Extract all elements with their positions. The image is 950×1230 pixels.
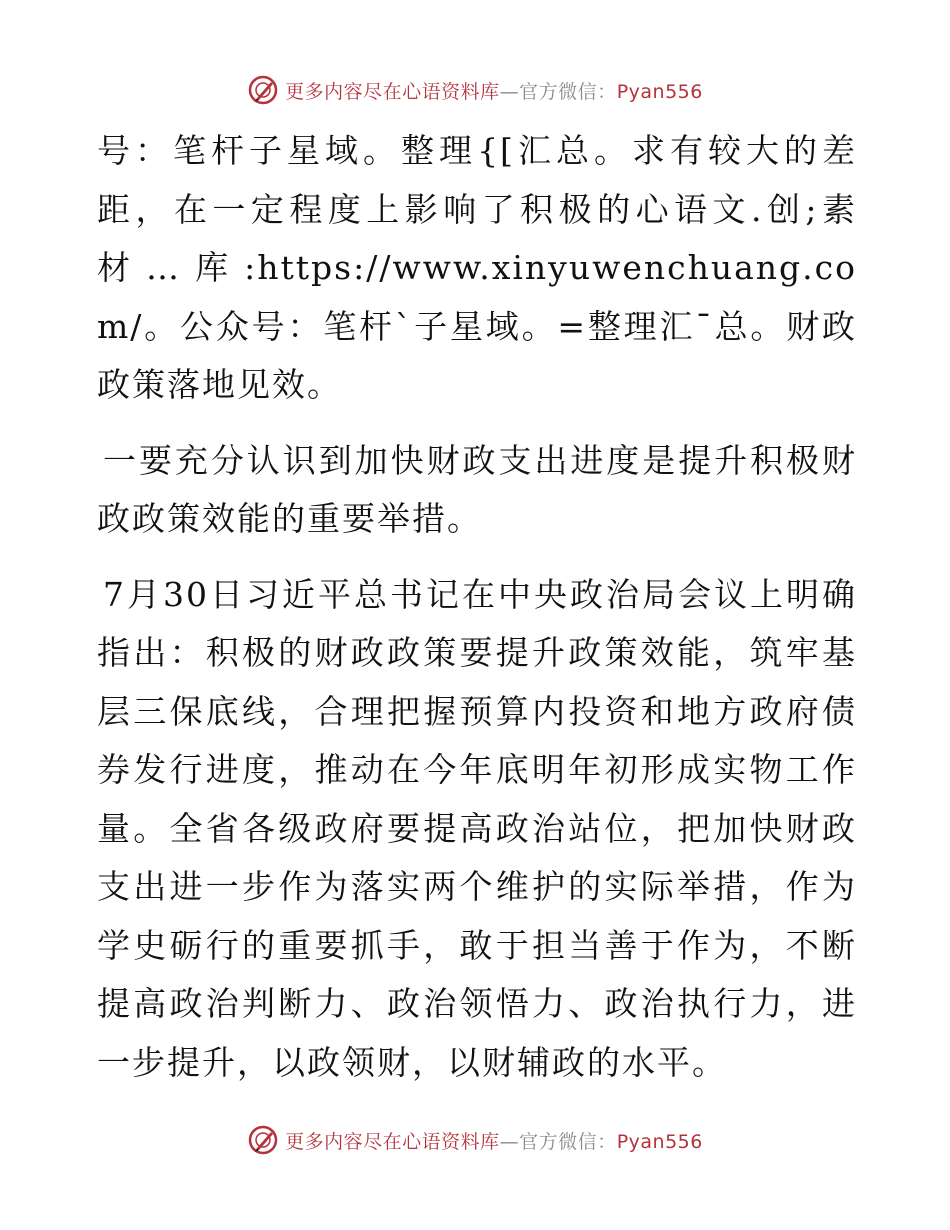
paragraph-1: 号：笔杆子星域。整理{[汇总。求有较大的差距，在一定程度上影响了积极的心语文.创;素材…库:https://www.xinyuwenchuang.com/。公众号：笔杆`子星域。=整理汇¯总。财政政策落地见效。 (97, 131, 857, 404)
paragraph-3: 7月30日习近平总书记在中央政治局会议上明确指出：积极的财政政策要提升政策效能，筑牢基层三保底线，合理把握预算内投资和地方政府债券发行进度，推动在今年底明年初形成实物工作量。全省各级政府要提高政治站位，把加快财政支出进一步作为落实两个维护的实际举措，作为学史砺行的重要抓手，敢于担当善于作为，不断提高政治判断力、政治领悟力、政治执行力，进一步提升，以政领财，以财辅政的水平。 (97, 574, 857, 1082)
footer-banner-text: 更多内容尽在心语资料库—官方微信：Pyan556 (285, 1130, 703, 1153)
pen-logo-icon (247, 1124, 279, 1156)
paragraph-2: 一要充分认识到加快财政支出进度是提升积极财政政策效能的重要举措。 (97, 440, 857, 538)
pen-logo-icon (247, 74, 279, 106)
document-body (97, 122, 857, 1109)
footer-watermark-banner (0, 1120, 950, 1160)
header-banner-text: 更多内容尽在心语资料库—官方微信：Pyan556 (285, 80, 703, 103)
header-watermark-banner (0, 70, 950, 110)
